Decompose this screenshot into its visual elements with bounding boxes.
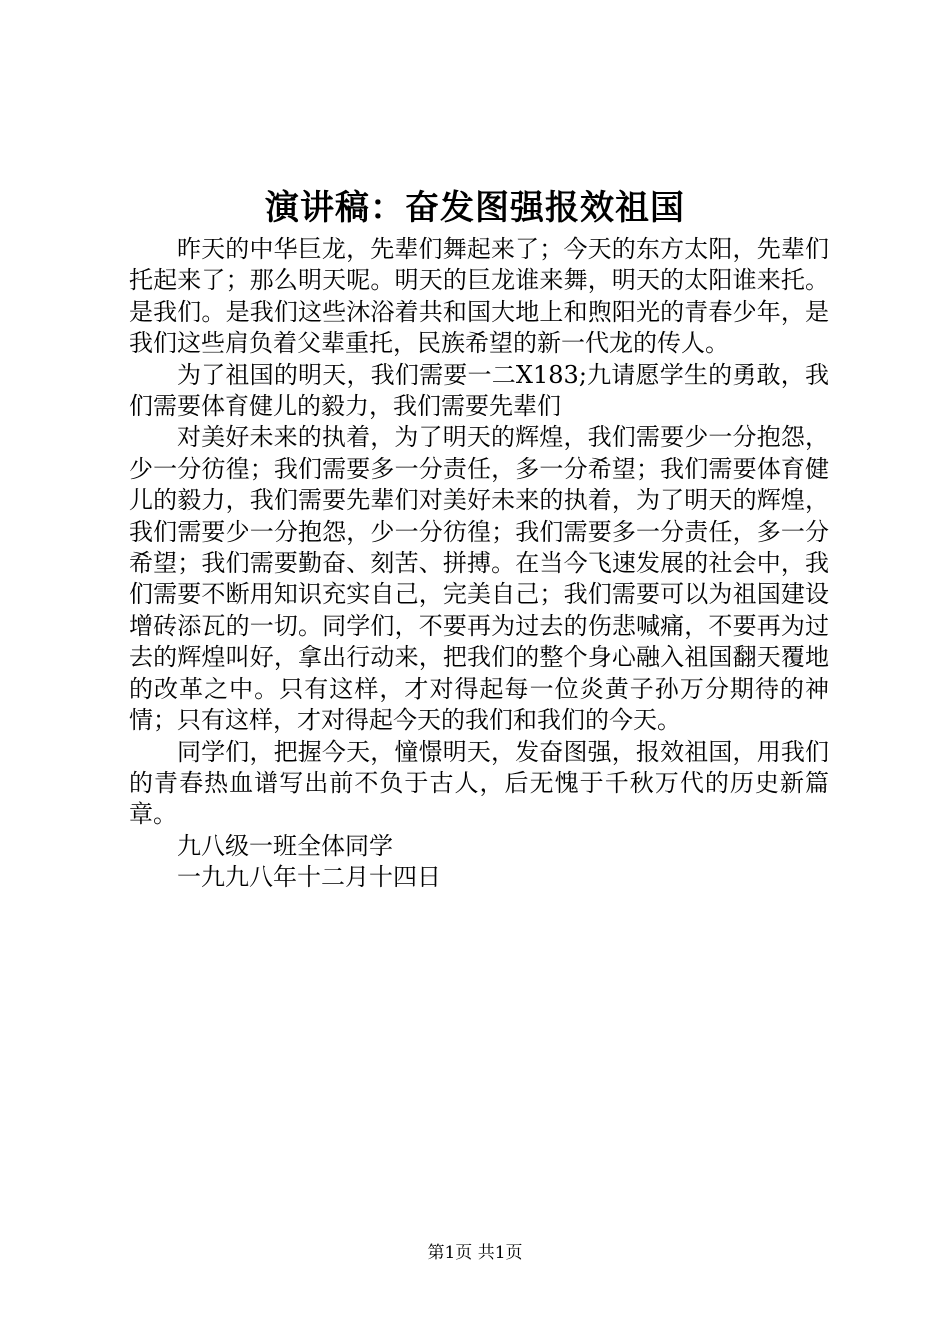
paragraph-4: 同学们，把握今天，憧憬明天，发奋图强，报效祖国，用我们的青春热血谱写出前不负于古人，后无愧于千秋万代的历史新篇章。 (129, 737, 829, 829)
page-footer: 第1页 共1页 (427, 1243, 523, 1263)
signature: 九八级一班全体同学 (177, 831, 393, 860)
paragraph-2: 为了祖国的明天，我们需要一二X183;九请愿学生的勇敢，我们需要体育健儿的毅力，我们需要先辈们 (129, 360, 829, 421)
paragraph-3: 对美好未来的执着，为了明天的辉煌，我们需要少一分抱怨，少一分彷徨；我们需要多一分责任，多一分希望；我们需要体育健儿的毅力，我们需要先辈们对美好未来的执着，为了明天的辉煌，我们需要少一分抱怨，少一分彷徨；我们需要多一分责任，多一分希望；我们需要勤奋、刻苦、拼搏。在当今飞速发展的社会中，我们需要不断用知识充实自己，完美自己；我们需要可以为祖国建设增砖添瓦的一切。同学们，不要再为过去的伤悲喊痛，不要再为过去的辉煌叫好，拿出行动来，把我们的整个身心融入祖国翻天覆地的改革之中。只有这样，才对得起每一位炎黄子孙万分期待的神情；只有这样，才对得起今天的我们和我们的今天。 (129, 423, 829, 735)
paragraph-1: 昨天的中华巨龙，先辈们舞起来了；今天的东方太阳，先辈们托起来了；那么明天呢。明天的巨龙谁来舞，明天的太阳谁来托。是我们。是我们这些沐浴着共和国大地上和煦阳光的青春少年，是我们这些肩负着父辈重托，民族希望的新一代龙的传人。 (129, 235, 829, 358)
date: 一九九八年十二月十四日 (177, 863, 441, 892)
document-body (129, 234, 829, 894)
document-title: 演讲稿：奋发图强报效祖国 (265, 188, 685, 228)
